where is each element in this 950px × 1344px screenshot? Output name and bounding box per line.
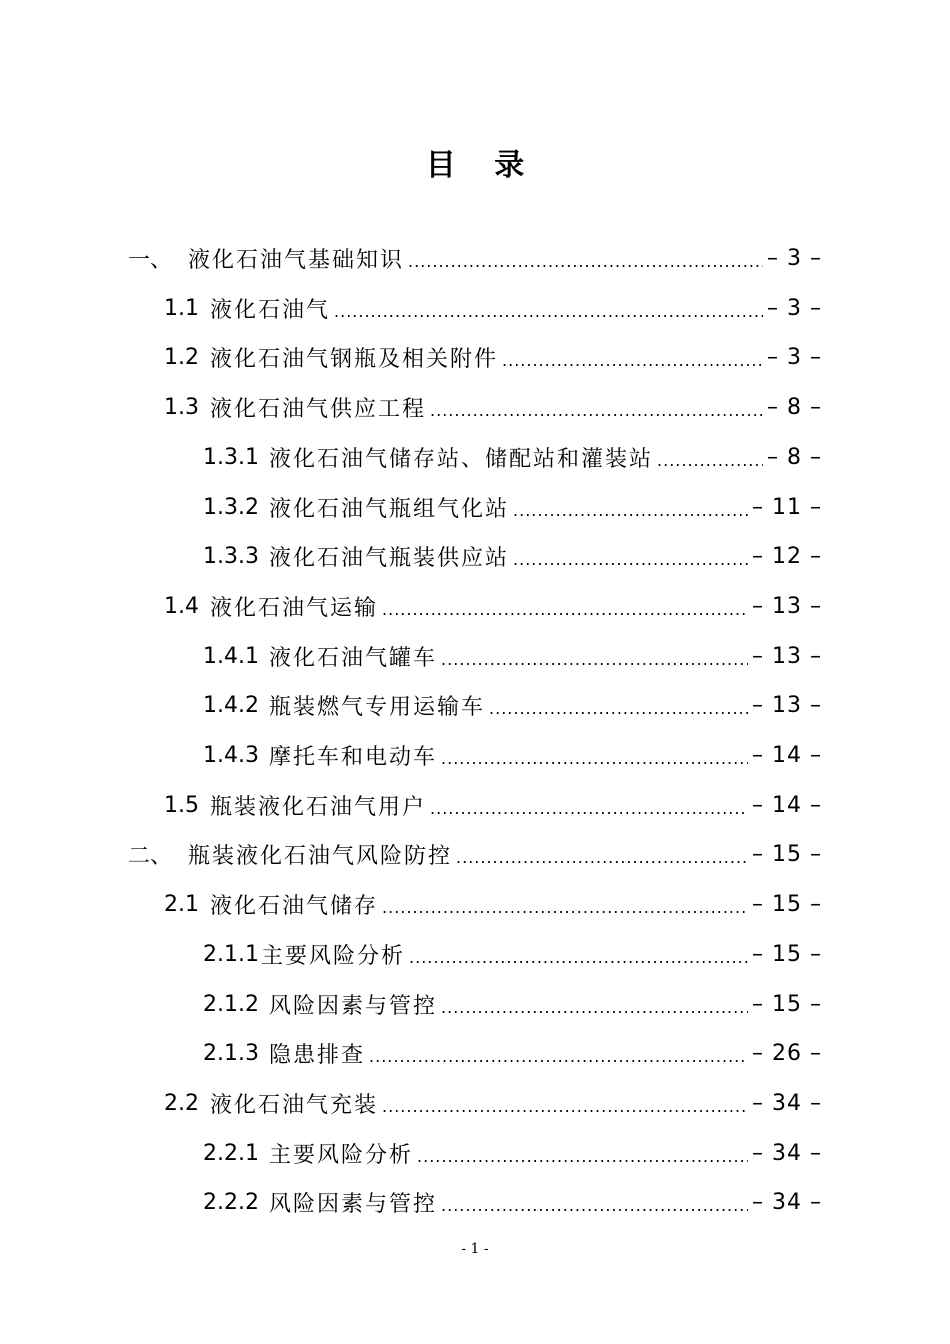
toc-entry-number: 2.2.1 (203, 1140, 259, 1166)
toc-leader-dots (441, 749, 748, 780)
toc-entry-page: – 15 – (752, 841, 822, 867)
toc-leader-dots (502, 351, 763, 382)
toc-entry-page: – 15 – (752, 991, 822, 1017)
toc-entry-title: 主要风险分析 (269, 1142, 414, 1168)
toc-entry[interactable] (203, 631, 822, 681)
toc-entry-page: – 34 – (752, 1189, 822, 1215)
toc-entry[interactable] (203, 1028, 822, 1078)
toc-entry[interactable] (164, 1078, 822, 1128)
toc-entry-page: – 34 – (752, 1090, 822, 1116)
toc-entry-page: – 13 – (752, 692, 822, 718)
toc-entry-title: 风险因素与管控 (269, 993, 438, 1019)
toc-entry-number: 1.4.1 (203, 643, 259, 669)
toc-entry-title: 液化石油气罐车 (269, 645, 438, 671)
toc-entry-title: 液化石油气基础知识 (188, 247, 405, 273)
toc-entry-page: – 8 – (767, 394, 822, 420)
toc-entry-page: – 26 – (752, 1040, 822, 1066)
toc-entry[interactable] (164, 332, 822, 382)
page-title: 目 录 (425, 148, 539, 183)
toc-entry[interactable] (203, 929, 822, 979)
toc-entry-number: 2.2 (164, 1090, 199, 1116)
toc-entry-title: 摩托车和电动车 (269, 744, 438, 770)
toc-entry-page: – 3 – (767, 295, 822, 321)
toc-leader-dots (408, 252, 763, 283)
toc-entry-title: 液化石油气充装 (210, 1092, 379, 1118)
toc-entry-number: 1.5 (164, 792, 199, 818)
toc-entry[interactable] (164, 283, 822, 333)
toc-entry[interactable] (128, 233, 822, 283)
toc-entry-number: 一、 (128, 247, 173, 273)
toc-entry-page: – 3 – (767, 245, 822, 271)
toc-entry[interactable] (203, 979, 822, 1029)
toc-entry-title: 瓶装液化石油气用户 (210, 794, 427, 820)
toc-entry-title: 液化石油气储存 (210, 893, 379, 919)
toc-entry-number: 2.1.3 (203, 1040, 259, 1066)
toc-entry-number: 1.4.2 (203, 692, 259, 718)
toc-entry-page: – 3 – (767, 344, 822, 370)
toc-entry-page: – 15 – (752, 941, 822, 967)
toc-leader-dots (369, 1047, 748, 1078)
toc-leader-dots (382, 1097, 748, 1128)
toc-leader-dots (382, 898, 748, 929)
toc-leader-dots (430, 401, 763, 432)
toc-leader-dots (441, 998, 748, 1029)
toc-entry-number: 1.3.1 (203, 444, 259, 470)
toc-entry-title: 液化石油气储存站、储配站和灌装站 (269, 446, 654, 472)
toc-entry-title: 风险因素与管控 (269, 1191, 438, 1217)
toc-leader-dots (382, 600, 748, 631)
toc-leader-dots (334, 302, 763, 333)
toc-entry-number: 2.1 (164, 891, 199, 917)
toc-entry-title: 液化石油气钢瓶及相关附件 (210, 346, 499, 372)
toc-entry[interactable] (203, 1177, 822, 1227)
toc-leader-dots (430, 799, 748, 830)
toc-entry-number: 1.4 (164, 593, 199, 619)
toc-entry-number: 2.1.1 (203, 941, 259, 967)
toc-entry[interactable] (164, 382, 822, 432)
toc-entry-number: 2.1.2 (203, 991, 259, 1017)
toc-leader-dots (657, 451, 763, 482)
toc-entry-page: – 14 – (752, 792, 822, 818)
toc-entry[interactable] (164, 581, 822, 631)
toc-entry-page: – 13 – (752, 643, 822, 669)
toc-entry-page: – 8 – (767, 444, 822, 470)
toc-entry-number: 1.3.2 (203, 494, 259, 520)
toc-leader-dots (489, 699, 748, 730)
toc-entry-number: 1.1 (164, 295, 199, 321)
toc-entry[interactable] (164, 879, 822, 929)
toc-entry[interactable] (203, 531, 822, 581)
toc-entry-page: – 12 – (752, 543, 822, 569)
toc-entry-title: 隐患排查 (269, 1042, 366, 1068)
page-number-footer: - 1 - (461, 1241, 489, 1257)
toc-leader-dots (441, 650, 748, 681)
toc-leader-dots (513, 550, 748, 581)
toc-entry-page: – 15 – (752, 891, 822, 917)
toc-entry-title: 瓶装燃气专用运输车 (269, 694, 486, 720)
toc-entry[interactable] (203, 1128, 822, 1178)
toc-entry[interactable] (203, 730, 822, 780)
toc-leader-dots (513, 501, 748, 532)
toc-leader-dots (417, 1147, 748, 1178)
toc-entry-number: 1.4.3 (203, 742, 259, 768)
toc-entry-page: – 34 – (752, 1140, 822, 1166)
toc-leader-dots (409, 948, 748, 979)
toc-entry-number: 1.2 (164, 344, 199, 370)
toc-entry[interactable] (203, 432, 822, 482)
toc-entry-page: – 13 – (752, 593, 822, 619)
toc-entry-title: 液化石油气运输 (210, 595, 379, 621)
toc-entry[interactable] (164, 780, 822, 830)
toc-entry-number: 1.3.3 (203, 543, 259, 569)
toc-entry[interactable] (203, 482, 822, 532)
toc-entry-title: 主要风险分析 (261, 943, 406, 969)
toc-entry-number: 二、 (128, 843, 173, 869)
toc-entry-title: 液化石油气供应工程 (210, 396, 427, 422)
toc-leader-dots (456, 848, 748, 879)
toc-entry-page: – 11 – (752, 494, 822, 520)
toc-entry-number: 1.3 (164, 394, 199, 420)
toc-entry-title: 瓶装液化石油气风险防控 (188, 843, 453, 869)
toc-entry-page: – 14 – (752, 742, 822, 768)
toc-entry-title: 液化石油气瓶组气化站 (269, 496, 510, 522)
toc-entry-title: 液化石油气瓶装供应站 (269, 545, 510, 571)
toc-leader-dots (441, 1196, 748, 1227)
toc-entry[interactable] (128, 829, 822, 879)
toc-entry-title: 液化石油气 (210, 297, 331, 323)
toc-entry[interactable] (203, 680, 822, 730)
toc-entry-number: 2.2.2 (203, 1189, 259, 1215)
